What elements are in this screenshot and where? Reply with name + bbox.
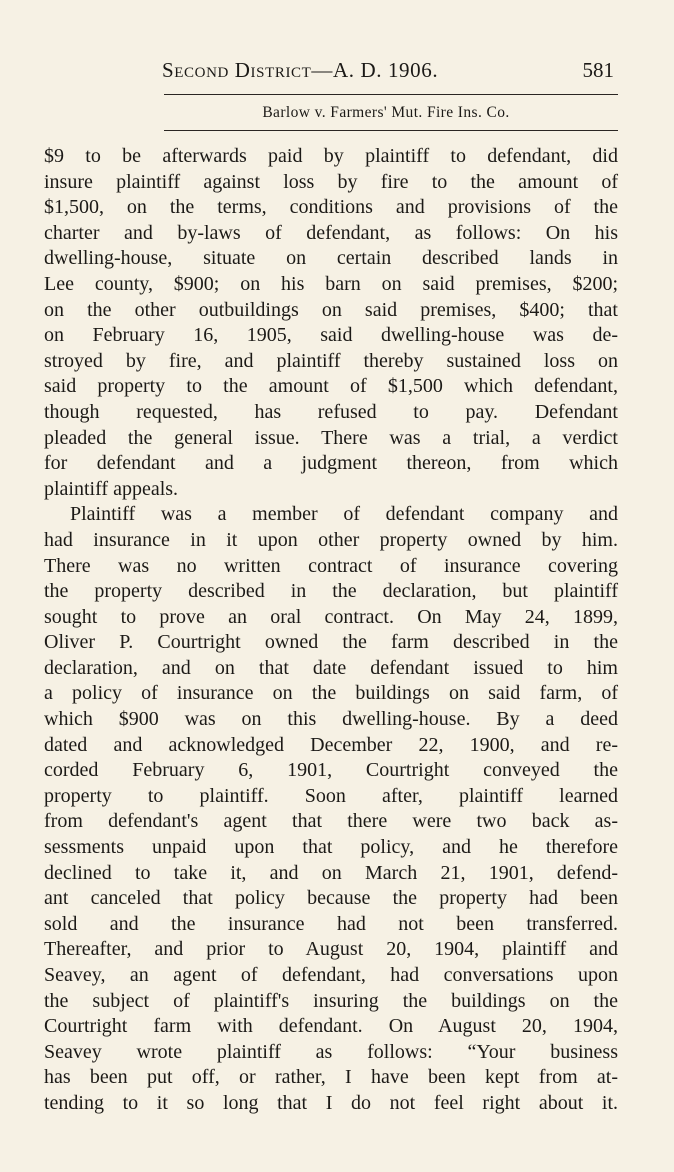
running-title: Second District—A. D. 1906. xyxy=(162,58,439,82)
text-line: the subject of plaintiff's insuring the buildings on the xyxy=(44,989,618,1012)
text-line: Thereafter, and prior to August 20, 1904, plaintiff and xyxy=(44,938,618,961)
text-line: sold and the insurance had not been transferred. xyxy=(44,912,618,935)
text-line: on the other outbuildings on said premises, $400; that xyxy=(44,298,618,321)
text-line: There was no written contract of insurance covering xyxy=(44,554,618,577)
text-line: tending to it so long that I do not feel right about it. xyxy=(44,1091,618,1114)
text-line: declined to take it, and on March 21, 1901, defend- xyxy=(44,861,618,884)
text-line: from defendant's agent that there were two back as- xyxy=(44,810,618,833)
body-text xyxy=(44,144,618,1117)
text-line: $9 to be afterwards paid by plaintiff to defendant, did xyxy=(44,145,618,167)
text-line: had insurance in it upon other property owned by him. xyxy=(44,528,618,551)
text-line: pleaded the general issue. There was a trial, a verdict xyxy=(44,426,618,449)
text-line: corded February 6, 1901, Courtright conveyed the xyxy=(44,759,618,782)
text-line: charter and by-laws of defendant, as follows: On his xyxy=(44,221,618,244)
text-line: declaration, and on that date defendant issued to him xyxy=(44,656,618,679)
text-line: $1,500, on the terms, conditions and provisions of the xyxy=(44,196,618,219)
header-rule-bottom xyxy=(164,130,618,131)
text-line: sought to prove an oral contract. On May 24, 1899, xyxy=(44,605,618,628)
text-line: Oliver P. Courtright owned the farm described in the xyxy=(44,631,618,654)
text-line: though requested, has refused to pay. Defendant xyxy=(44,400,618,423)
text-line: Seavey, an agent of defendant, had conversations upon xyxy=(44,964,618,986)
case-caption: Barlow v. Farmers' Mut. Fire Ins. Co. xyxy=(262,104,510,121)
text-line: plaintiff appeals. xyxy=(44,477,179,500)
text-line: ant canceled that policy because the property had been xyxy=(44,887,618,910)
text-line: Plaintiff was a member of defendant company and xyxy=(70,503,618,526)
text-line: stroyed by fire, and plaintiff thereby sustained loss on xyxy=(44,349,618,372)
text-line: a policy of insurance on the buildings on said farm, of xyxy=(44,682,618,705)
text-line: dated and acknowledged December 22, 1900, and re- xyxy=(44,733,618,756)
text-line: Courtright farm with defendant. On August 20, 1904, xyxy=(44,1015,618,1038)
text-line: the property described in the declaration, but plaintiff xyxy=(44,580,618,603)
running-head xyxy=(44,58,618,88)
text-line: Seavey wrote plaintiff as follows: “Your business xyxy=(44,1040,618,1063)
text-line: which $900 was on this dwelling-house. By a deed xyxy=(44,708,618,731)
text-line: for defendant and a judgment thereon, from which xyxy=(44,452,618,475)
text-line: said property to the amount of $1,500 which defendant, xyxy=(44,375,618,398)
text-line: dwelling-house, situate on certain described lands in xyxy=(44,247,618,270)
text-line: has been put off, or rather, I have been kept from at- xyxy=(44,1066,618,1089)
page-number: 581 xyxy=(582,58,614,82)
header-rule-top xyxy=(164,94,618,95)
text-line: Lee county, $900; on his barn on said premises, $200; xyxy=(44,272,618,295)
text-line: property to plaintiff. Soon after, plaintiff learned xyxy=(44,784,618,807)
text-line: sessments unpaid upon that policy, and he therefore xyxy=(44,836,618,859)
book-page xyxy=(44,0,618,1172)
text-line: on February 16, 1905, said dwelling-house was de- xyxy=(44,324,618,347)
text-line: insure plaintiff against loss by fire to the amount of xyxy=(44,170,618,193)
